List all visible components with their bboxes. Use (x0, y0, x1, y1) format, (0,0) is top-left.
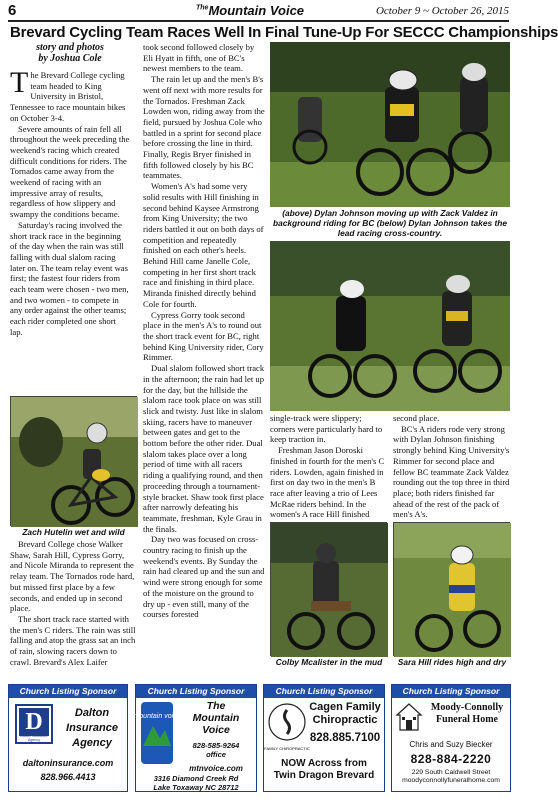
dalton-logo (15, 704, 53, 744)
col3-para-1: Freshman Jason Doroski finished in fourth for the men's C riders. Lowden, again finished in first on day two in the men's B race after leaving a trio of Lees McRae riders behind. In the women's A race Hill finished (270, 445, 385, 520)
caption-zach: Zach Hutelin wet and wild (22, 527, 125, 537)
photo-colby (270, 522, 387, 656)
mv-name-2: Mountain (192, 712, 240, 724)
sponsor-moody-connolly[interactable] (391, 684, 511, 792)
mv-addr1: 3316 Diamond Creek Rd (153, 774, 239, 783)
col1b-para-1: The short track race started with the men's C riders. The rain was still falling and atop the grass sat an inch of rain, slowing racers down to crawl. Brevard's Alex Laifer (10, 613, 136, 667)
mv-name-1: The (206, 700, 226, 712)
byline-1: story and photos (36, 42, 104, 53)
mv-name (176, 700, 256, 736)
cagen-name-2: Chiropractic (312, 714, 378, 726)
dalton-logo-letter: D (19, 708, 49, 736)
cagen-seal (264, 702, 310, 754)
dalton-name-3: Agency (72, 737, 112, 749)
cagen-seal-text: FAMILY CHIROPRACTIC (264, 746, 310, 751)
cagen-name-1: Cagen Family (309, 701, 381, 713)
dalton-logo-sub: Dalton Insurance Agency (20, 734, 48, 742)
photo-dylan-top (270, 42, 510, 207)
masthead-pre: The (196, 4, 209, 12)
cagen-notes (264, 758, 384, 782)
moody-web[interactable]: moodyconnollyfuneralhome.com (402, 777, 500, 784)
mv-phone: 828-585-9264 (192, 741, 240, 750)
col4-para-1: BC's A riders rode very strong with Dylan Johnson finishing strongly behind King University's Rimmer for second place and fellow BC teammate Zack Valdez rounding out the top three in third place; both riders finished far ahead of the rest of the pack of men's A's. (393, 423, 510, 520)
photo-sara (393, 522, 510, 656)
cagen-note1: NOW Across from (281, 758, 367, 769)
sponsor-bar-cagen: Church Listing Sponsor (264, 685, 384, 698)
photo-colby-image (271, 523, 388, 657)
masthead-title: Mountain Voice (208, 3, 305, 18)
moody-name-2: Funeral Home (436, 714, 498, 725)
col2-para-0: took second followed closely by Eli Hyatt in fifth, one of BC's newest members to the team. (143, 42, 255, 74)
col1-para-2: Saturday's racing involved the short track race in the beginning of the day when the rain was still falling with dual slalom racing later on. The team relay event was first; the fastest four riders from each team were chosen - two men, and two women - to compete in any order against the other teams; each rider completed one short lap. (10, 219, 129, 337)
sponsor-bar-moody: Church Listing Sponsor (392, 685, 510, 698)
mv-name-3: Voice (202, 724, 230, 736)
moody-people: Chris and Suzy Biecker (409, 740, 493, 749)
dalton-phone: 828.966.4413 (40, 772, 96, 782)
moody-name-1: Moody-Connolly (430, 702, 504, 713)
moody-phone: 828-884-2220 (410, 752, 492, 766)
moody-addr: 229 South Caldwell Street (411, 769, 491, 776)
moody-address (392, 769, 510, 785)
mv-logo-text: mountain voice (133, 713, 181, 720)
col2-para-2: Women's A's had some very solid results with Hill finishing in second behind Kaysee Armstrong from King University; the two riders battled it out on both days of competition and repeatedly finished on each other's heels. Behind Hill came Janelle Cole, competing in her first short track race and finishing in third place. Miranda finished directly behind Cole for fourth. (143, 181, 264, 309)
cagen-spine-icon (264, 702, 310, 754)
sponsor-bar-dalton: Church Listing Sponsor (9, 685, 127, 698)
headline: Brevard Cycling Team Races Well In Final Tune-Up For SECCC Championships (10, 24, 558, 41)
cagen-phone: 828.885.7100 (309, 732, 381, 744)
moody-name (422, 702, 512, 726)
dalton-name-1: Dalton (74, 707, 110, 719)
moody-house-svg (396, 702, 422, 732)
photo-dylan-lead (270, 241, 510, 411)
article-column-1b (10, 539, 137, 667)
article-column-3 (270, 413, 387, 531)
cagen-note2: Twin Dragon Brevard (273, 770, 375, 781)
col1b-para-0: Brevard College chose Walker Shaw, Sarah Hill, Cypress Gorry, and Nicole Miranda to represent the relay team. The Tornados rode hard, but missed first place by a few seconds, and ended up in second place. (10, 539, 135, 614)
article-column-4 (393, 413, 510, 520)
caption-colby: Colby Mcalister in the mud (275, 657, 383, 667)
caption-top-photos: (above) Dylan Johnson moving up with Zack Valdez in background riding for BC (below) Dylan Johnson takes the lead racing cross-country. (272, 208, 508, 238)
photo-zach-image (11, 397, 138, 527)
article-column-2 (143, 42, 265, 620)
masthead (196, 3, 304, 18)
col2-para-4: Dual slalom followed short track in the afternoon; the rain had let up for the day, but the hillside the slalom race took place on was still slick and twisty. Just like in slalom skiing, racers have to maneuver between gates and get to the bottom before the other rider. Dual slalom takes place over a long period of time with all racers riding a qualifying round, and then proceeding through a tournament-style bracket. Shaw took first place after narrowly defeating his teammate, freshman, Kyle Grau in the finals. (143, 363, 265, 534)
dalton-name (57, 706, 127, 751)
mv-addr2: Lake Toxaway NC 28712 (153, 783, 239, 792)
sponsor-bar-mv: Church Listing Sponsor (136, 685, 256, 698)
dalton-web[interactable]: daltoninsurance.com (22, 758, 114, 768)
mv-phone-label: office (206, 750, 226, 759)
col2-para-5: Day two was focused on cross-country racing to finish up the weekend's events. By Sunday the rain had cleared up and the sun and wind were strong enough for some of the moisture on the ground to dry up - even still, many of the courses forested (143, 534, 265, 620)
col1-para-0: he Brevard College cycling team headed to King University in Bristol, Tennessee to race mountain bikes on October 3-4. (10, 70, 126, 123)
mv-address (136, 774, 256, 792)
mv-web[interactable]: mtnvoice.com (189, 764, 243, 773)
sponsor-cagen[interactable] (263, 684, 385, 792)
photo-sara-image (394, 523, 511, 657)
page-number: 6 (8, 2, 17, 19)
photo-dylan-lead-image (270, 241, 510, 411)
article-column-1 (10, 42, 130, 338)
caption-sara: Sara Hill rides high and dry (397, 657, 507, 667)
col2-para-1: The rain let up and the men's B's went off next with more results for the Tornados. Freshman Zack Lowden won, riding away from the field, pursued by Joshua Cole who battled in a sprint for second place before crossing the line in third. Finally, Regis Bryer finished in fifth followed closely by his BC teammates. (143, 74, 265, 181)
col1-para-1: Severe amounts of rain fell all throughout the week preceding the weekend's racing which created difficult conditions for riders. The Tornados came away from the weekend of racing with an impressive array of results, regardless of how slippery and swampy the conditions became. (10, 123, 130, 220)
col3-para-0: single-track were slippery; corners were particularly hard to keep traction in. (270, 413, 383, 445)
photo-dylan-top-image (270, 42, 510, 207)
byline-2: by Joshua Cole (38, 53, 102, 64)
cagen-name (304, 701, 386, 727)
header-rule (8, 20, 509, 22)
col2-para-3: Cypress Gorry took second place in the men's A's to round out the short track event for BC, right behind King University rider, Cory Rimmer. (143, 309, 264, 363)
mv-phone-block (176, 741, 256, 759)
issue-date: October 9 ~ October 26, 2015 (375, 5, 509, 17)
sponsor-mountain-voice[interactable] (135, 684, 257, 792)
col4-para-0: second place. (393, 413, 440, 423)
moody-house-icon (396, 702, 422, 732)
mv-logo-icon (133, 702, 181, 764)
photo-zach-hutelin (10, 396, 137, 526)
sponsor-dalton[interactable] (8, 684, 128, 792)
page-header (8, 4, 509, 20)
mv-logo (133, 702, 181, 764)
dropcap: T (10, 66, 29, 99)
dalton-name-2: Insurance (66, 722, 118, 734)
